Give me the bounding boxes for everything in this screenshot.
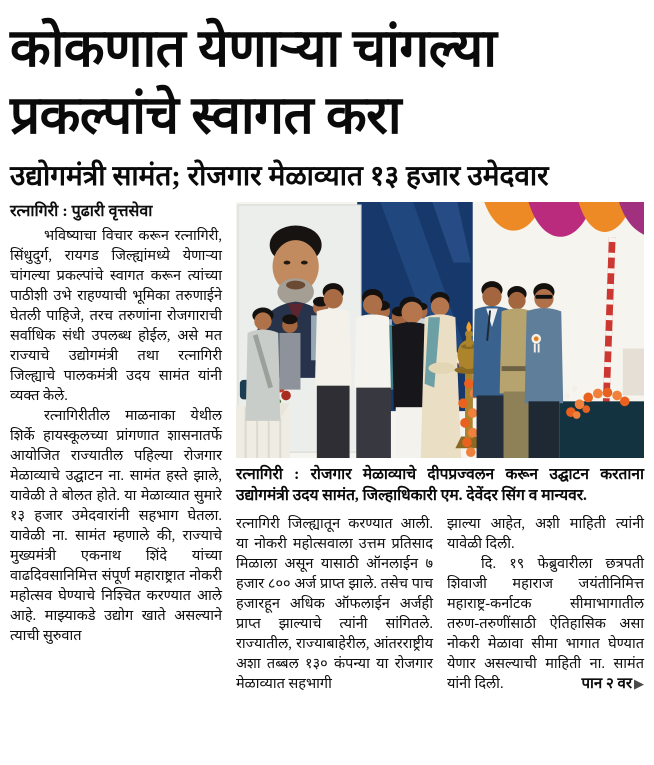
lower-columns [236, 514, 644, 694]
event-photo-illustration [236, 202, 644, 458]
sunglasses [535, 295, 552, 299]
column-3-paragraph-1: झाल्या आहेत, अशी माहिती त्यांनी यावेळी दिली. [447, 516, 644, 553]
headline-line1: कोकणात येणाऱ्या चांगल्या [10, 20, 497, 78]
headline [10, 16, 644, 150]
event-photo [236, 202, 644, 458]
column-1-paragraph-1: भविष्याचा विचार करून रत्नागिरी, सिंधुदुर्ग, रायगड जिल्ह्यांमध्ये येणाऱ्या चांगल्या प्रकल्पांचे स्वागत करून त्यांच्या पाठीशी उभे राहण्याची भूमिका तरुणाईने घेतली पाहिजे, तरच तरुणांना रोजगाराची सर्वाधिक संधी उपलब्ध होईल, असे मत राज्याचे उद्योगमंत्री तथा रत्नागिरी जिल्ह्याचे पालकमंत्री उदय सामंत यांनी व्यक्त केले. [10, 228, 222, 405]
column-3 [447, 514, 644, 694]
column-1 [10, 202, 222, 646]
page-continuation-label: पान २ वर [581, 676, 632, 693]
photo-caption: रत्नागिरी : रोजगार मेळाव्याचे दीपप्रज्वलन करून उद्घाटन करताना उद्योगमंत्री उदय सामंत, जिल्हाधिकारी एम. देवेंदर सिंग व मान्यवर. [236, 466, 644, 505]
column-2 [236, 514, 433, 694]
column-3-paragraph-2: दि. १९ फेब्रुवारीला छत्रपती शिवाजी महाराज जयंतीनिमित्त महाराष्ट्र-कर्नाटक सीमाभागातील तरुण-तरुणींसाठी ऐतिहासिक असा नोकरी मेळावा सीमा भागात घेण्यात येणार असल्याची माहिती ना. सामंत यांनी दिली. [447, 556, 644, 693]
subheadline: उद्योगमंत्री सामंत; रोजगार मेळाव्यात १३ हजार उमेदवार [10, 160, 549, 192]
dateline: रत्नागिरी : पुढारी वृत्तसेवा [10, 203, 153, 221]
headline-line2: प्रकल्पांचे स्वागत करा [10, 86, 402, 145]
article-body [10, 202, 644, 694]
column-2-paragraph-1: रत्नागिरी जिल्ह्यातून करण्यात आली. या नोकरी महोत्सवाला उत्तम प्रतिसाद मिळाला असून यासाठी ऑनलाईन ७ हजार ८०० अर्ज प्राप्त झाले. तसेच पाच हजारहून अधिक ऑफलाईन अर्जही प्राप्त झाल्याचे त्यांनी सांगितले. राज्यातील, राज्याबाहेरील, आंतरराष्ट्रीय अशा तब्बल १३० कंपन्या या रोजगार मेळाव्यात सहभागी [236, 516, 433, 693]
photo-and-columns [236, 202, 644, 694]
page-continuation-arrow-icon: ▶ [634, 676, 644, 692]
column-1-paragraph-2: रत्नागिरीतील माळनाका येथील शिर्के हायस्कूलच्या प्रांगणात शासनातर्फे आयोजित राज्यातील पहिल्या रोजगार मेळाव्याचे उद्घाटन ना. सामंत हस्ते झाले, यावेळी ते बोलत होते. या मेळाव्यात सुमारे १३ हजार उमेदवारांनी सहभाग घेतला. यावेळी ना. सामंत म्हणाले की, राज्याचे मुख्यमंत्री एकनाथ शिंदे यांच्या वाढदिवसानिमित्त संपूर्ण महाराष्ट्रात नोकरी महोत्सव घेण्याचे निश्चित करण्यात आले आहे. माझ्याकडे उद्योग खाते असल्याने त्याची सुरुवात [10, 408, 222, 645]
